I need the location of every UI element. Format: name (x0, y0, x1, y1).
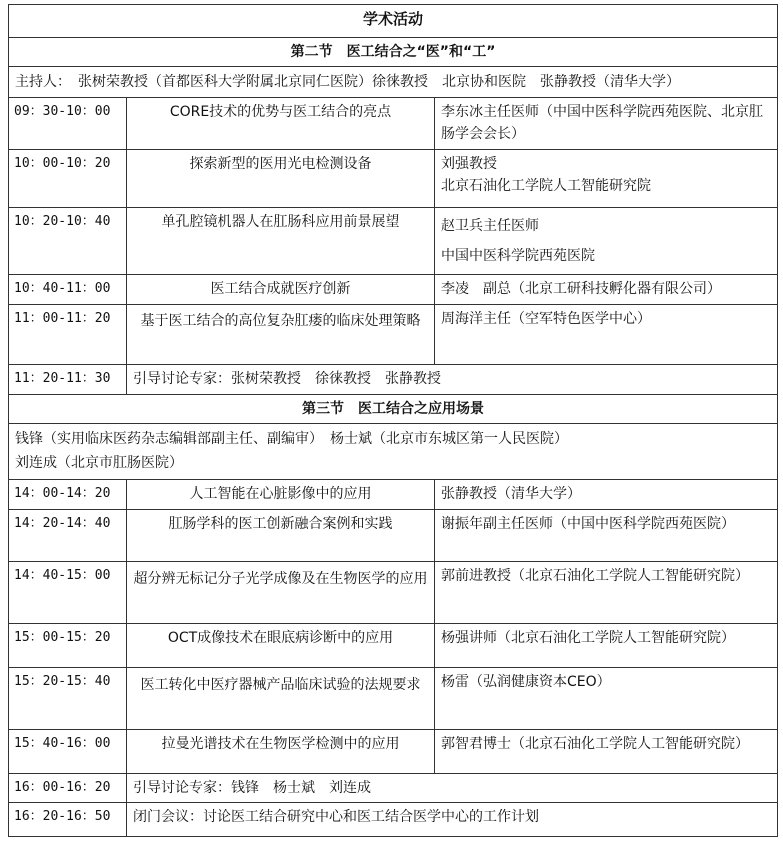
session-speaker: 周海洋主任（空军特色医学中心） (435, 305, 778, 365)
session-speaker: 杨雷（弘润健康资本CEO） (435, 668, 778, 730)
session-speaker: 刘强教授 北京石油化工学院人工智能研究院 (435, 150, 778, 208)
table-row (9, 305, 778, 365)
session-topic: 单孔腔镜机器人在肛肠科应用前景展望 (127, 208, 435, 275)
session-time: 15：40-16：00 (9, 730, 127, 774)
session-topic: 医工转化中医疗器械产品临床试验的法规要求 (127, 668, 435, 730)
session-speaker: 郭智君博士（北京石油化工学院人工智能研究院） (435, 730, 778, 774)
session-speaker: 谢振年副主任医师（中国中医科学院西苑医院） (435, 510, 778, 562)
session-topic: 超分辨无标记分子光学成像及在生物医学的应用 (127, 562, 435, 624)
section3-hosts-line2: 刘连成（北京市肛肠医院） (15, 455, 183, 471)
section2-hosts: 主持人： 张树荣教授（首都医科大学附属北京同仁医院）徐徕教授 北京协和医院 张静教授（清华大学） (9, 67, 778, 98)
table-row (9, 98, 778, 150)
session-time: 15：00-15：20 (9, 624, 127, 668)
closing-meeting: 闭门会议：讨论医工结合研究中心和医工结合医学中心的工作计划 (127, 803, 778, 837)
table-row (9, 365, 778, 395)
table-row (9, 730, 778, 774)
schedule-table (8, 4, 778, 837)
table-row (9, 275, 778, 305)
session-time: 14：40-15：00 (9, 562, 127, 624)
session-topic: 肛肠学科的医工创新融合案例和实践 (127, 510, 435, 562)
session-topic: 探索新型的医用光电检测设备 (127, 150, 435, 208)
table-title: 学术活动 (9, 5, 778, 38)
table-row (9, 208, 778, 275)
table-row (9, 562, 778, 624)
session-time: 14：20-14：40 (9, 510, 127, 562)
table-row (9, 480, 778, 510)
discussion-experts: 引导讨论专家：张树荣教授 徐徕教授 张静教授 (127, 365, 778, 395)
section2-heading: 第二节 医工结合之“医”和“工” (9, 38, 778, 67)
table-row (9, 510, 778, 562)
session-time: 10：00-10：20 (9, 150, 127, 208)
session-speaker: 郭前进教授（北京石油化工学院人工智能研究院） (435, 562, 778, 624)
table-row (9, 150, 778, 208)
session-time: 09：30-10：00 (9, 98, 127, 150)
session-speaker: 李东冰主任医师（中国中医科学院西苑医院、北京肛肠学会会长） (435, 98, 778, 150)
session-time: 10：20-10：40 (9, 208, 127, 275)
closing-time: 16：20-16：50 (9, 803, 127, 837)
session-time: 10：40-11：00 (9, 275, 127, 305)
section3-hosts-line1: 钱锋（实用临床医药杂志编辑部副主任、副编审） 杨士斌（北京市东城区第一人民医院） (15, 431, 568, 447)
session-speaker: 张静教授（清华大学） (435, 480, 778, 510)
section3-heading: 第三节 医工结合之应用场景 (9, 395, 778, 424)
table-row (9, 803, 778, 837)
session-topic: 医工结合成就医疗创新 (127, 275, 435, 305)
session-speaker: 赵卫兵主任医师 中国中医科学院西苑医院 (435, 208, 778, 275)
table-row (9, 668, 778, 730)
session-topic: 人工智能在心脏影像中的应用 (127, 480, 435, 510)
session-speaker: 杨强讲师（北京石油化工学院人工智能研究院） (435, 624, 778, 668)
session-time: 15：20-15：40 (9, 668, 127, 730)
session-speaker: 李凌 副总（北京工研科技孵化器有限公司） (435, 275, 778, 305)
session-topic: OCT成像技术在眼底病诊断中的应用 (127, 624, 435, 668)
session-topic: CORE技术的优势与医工结合的亮点 (127, 98, 435, 150)
table-row (9, 774, 778, 803)
discussion-experts: 引导讨论专家：钱锋 杨士斌 刘连成 (127, 774, 778, 803)
discussion-time: 11：20-11：30 (9, 365, 127, 395)
section3-hosts (9, 424, 778, 480)
session-time: 14：00-14：20 (9, 480, 127, 510)
discussion-time: 16：00-16：20 (9, 774, 127, 803)
session-topic: 拉曼光谱技术在生物医学检测中的应用 (127, 730, 435, 774)
session-time: 11：00-11：20 (9, 305, 127, 365)
table-row (9, 624, 778, 668)
session-topic: 基于医工结合的高位复杂肛瘘的临床处理策略 (127, 305, 435, 365)
